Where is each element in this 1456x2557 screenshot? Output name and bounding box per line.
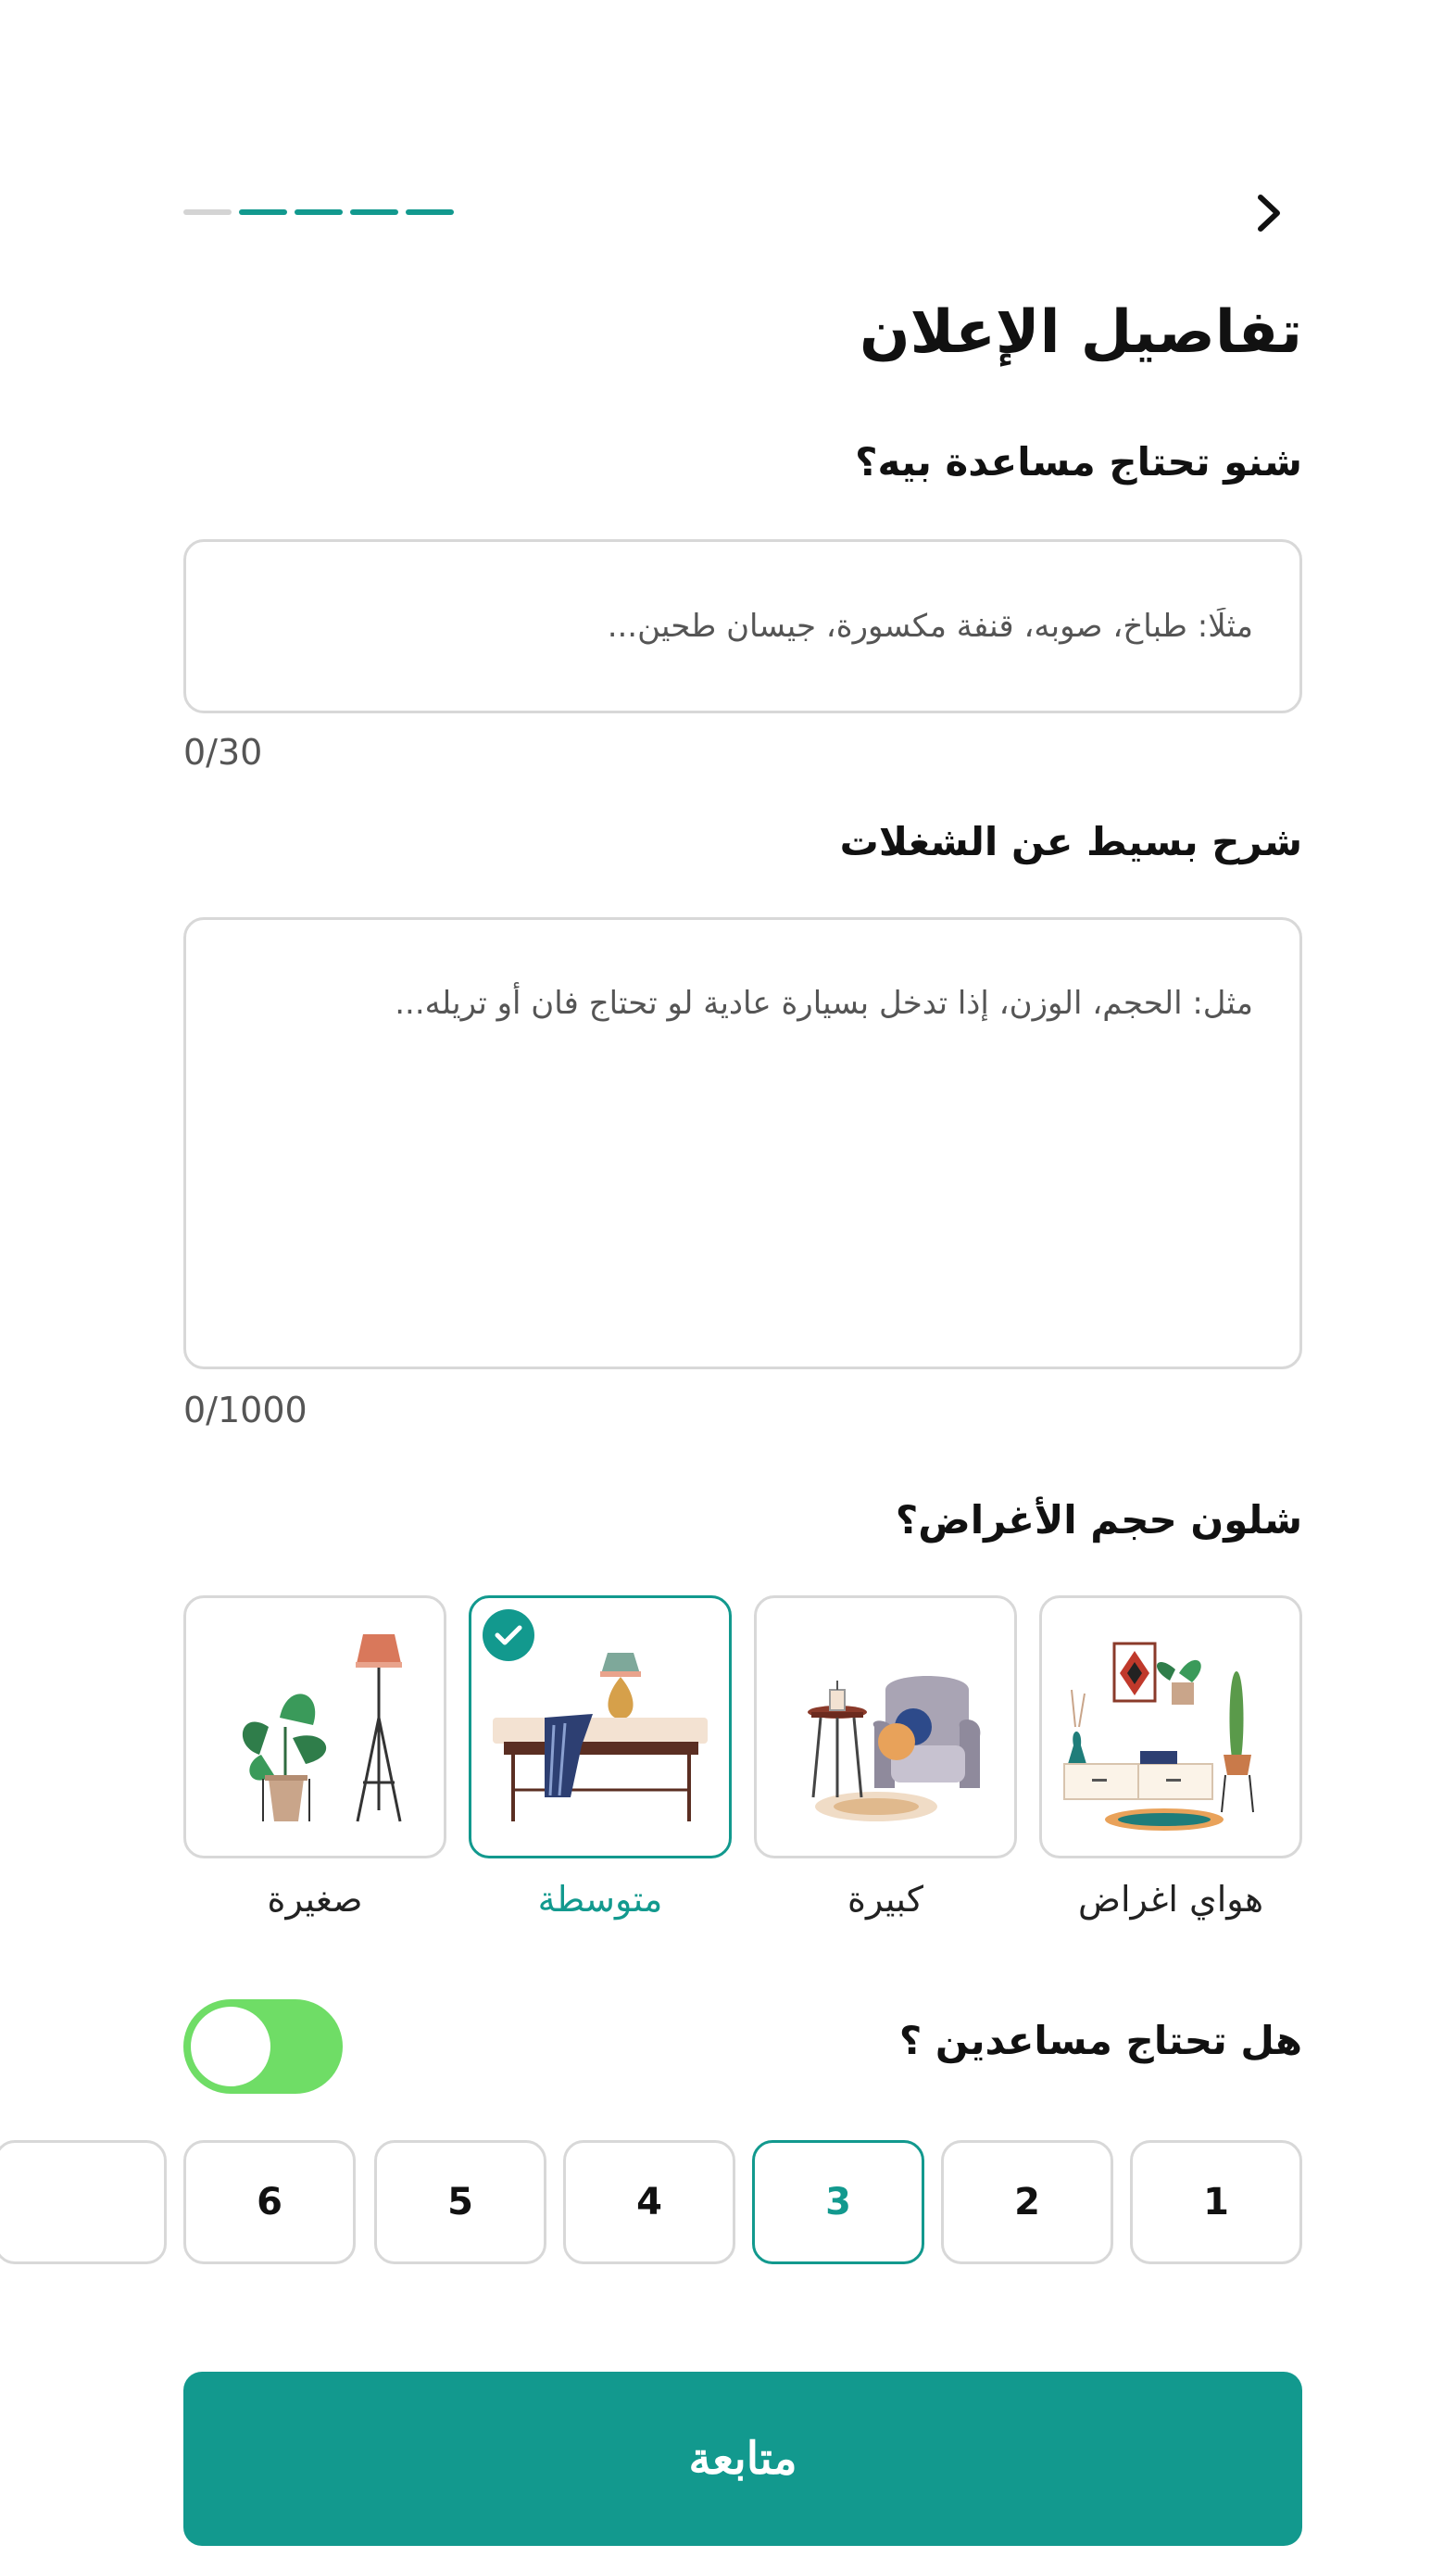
count-chip[interactable]: 5 bbox=[374, 2140, 546, 2264]
size-card[interactable] bbox=[469, 1595, 732, 1858]
size-option-medium[interactable] bbox=[469, 1595, 732, 1920]
size-option-label: كبيرة bbox=[847, 1879, 923, 1920]
description-counter: 0/1000 bbox=[183, 1390, 308, 1430]
step-progress bbox=[183, 209, 454, 215]
count-chip[interactable]: 4 bbox=[563, 2140, 735, 2264]
size-option-label: هواي اغراض bbox=[1078, 1879, 1263, 1920]
size-option-label: صغيرة bbox=[267, 1879, 363, 1920]
progress-segment bbox=[295, 209, 343, 215]
helpers-count-list[interactable] bbox=[0, 2140, 1302, 2264]
count-chip-partial[interactable] bbox=[0, 2140, 167, 2264]
help-item-input[interactable] bbox=[183, 539, 1302, 713]
progress-segment bbox=[183, 209, 232, 215]
helpers-toggle[interactable] bbox=[183, 1999, 343, 2094]
toggle-knob bbox=[191, 2007, 270, 2086]
count-chip[interactable]: 6 bbox=[183, 2140, 356, 2264]
continue-button[interactable]: متابعة bbox=[183, 2372, 1302, 2546]
help-item-counter: 0/30 bbox=[183, 732, 263, 773]
count-chip[interactable]: 2 bbox=[941, 2140, 1113, 2264]
progress-segment bbox=[406, 209, 454, 215]
description-textarea[interactable] bbox=[183, 917, 1302, 1369]
count-chip[interactable]: 1 bbox=[1130, 2140, 1302, 2264]
progress-segment bbox=[239, 209, 287, 215]
size-label: شلون حجم الأغراض؟ bbox=[895, 1497, 1302, 1543]
size-options bbox=[183, 1595, 1302, 1920]
check-icon bbox=[483, 1609, 534, 1661]
back-button[interactable] bbox=[1241, 185, 1297, 241]
description-label: شرح بسيط عن الشغلات bbox=[839, 819, 1302, 864]
count-chip-selected[interactable]: 3 bbox=[752, 2140, 924, 2264]
size-option-many[interactable] bbox=[1039, 1595, 1302, 1920]
small-items-illustration bbox=[204, 1616, 426, 1838]
progress-segment bbox=[350, 209, 398, 215]
size-option-large[interactable] bbox=[754, 1595, 1017, 1920]
large-items-illustration bbox=[774, 1616, 997, 1838]
size-card[interactable] bbox=[1039, 1595, 1302, 1858]
chevron-right-icon bbox=[1253, 192, 1285, 234]
many-items-illustration bbox=[1055, 1616, 1287, 1838]
size-card[interactable] bbox=[754, 1595, 1017, 1858]
page-title: تفاصيل الإعلان bbox=[859, 298, 1302, 367]
size-card[interactable] bbox=[183, 1595, 446, 1858]
helpers-label: هل تحتاج مساعدين ؟ bbox=[898, 2018, 1302, 2063]
help-item-label: شنو تحتاج مساعدة بيه؟ bbox=[855, 439, 1302, 485]
size-option-small[interactable] bbox=[183, 1595, 446, 1920]
size-option-label: متوسطة bbox=[537, 1879, 663, 1920]
